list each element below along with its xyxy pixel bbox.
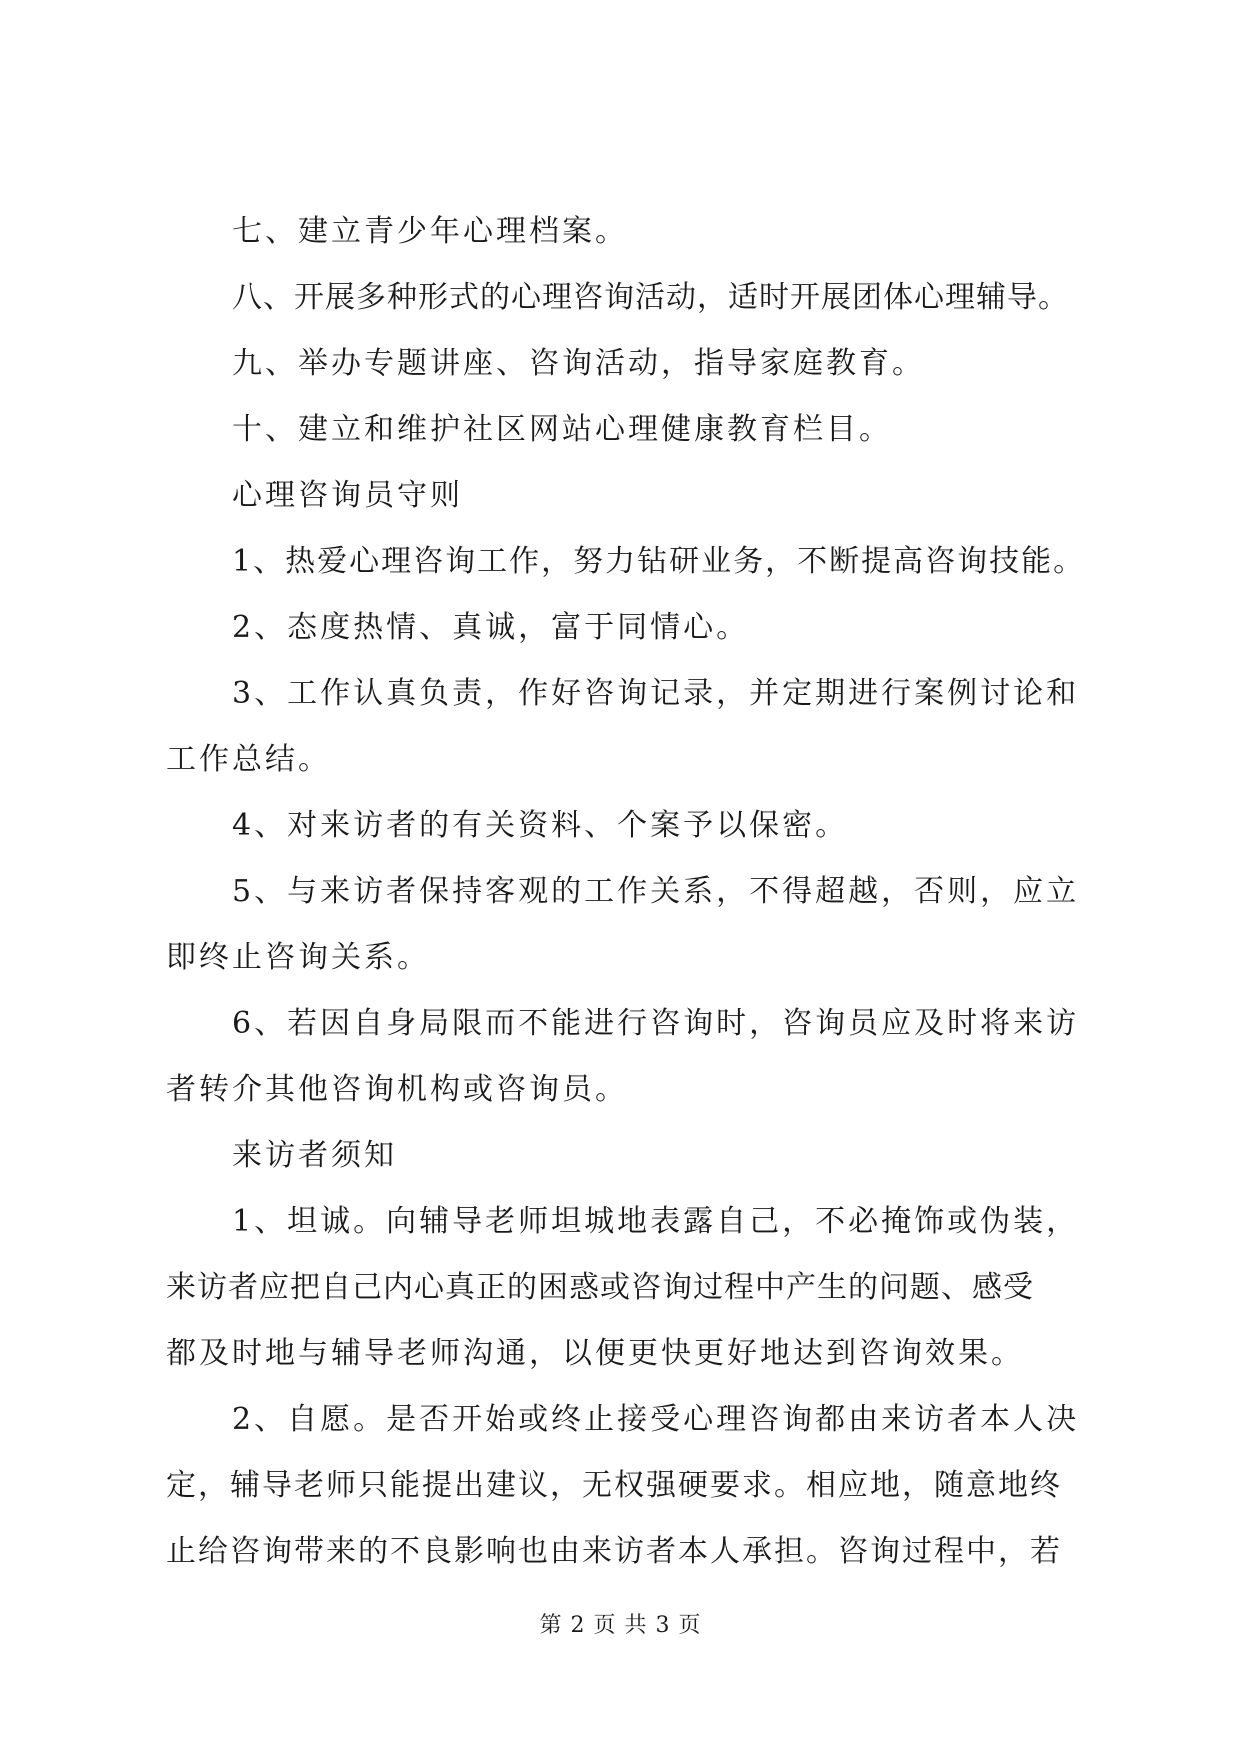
section-heading-counselor-rules: 心理咨询员守则 [232,478,463,513]
rule-6-line-1: 6、若因自身局限而不能进行咨询时，咨询员应及时将来访 [232,1006,1080,1041]
item-seven: 七、建立青少年心理档案。 [232,214,628,249]
section-heading-visitor-notice: 来访者须知 [232,1138,397,1173]
notice-2-line-2: 定，辅导老师只能提出建议，无权强硬要求。相应地，随意地终 [166,1468,1062,1503]
rule-6-line-2: 者转介其他咨询机构或咨询员。 [166,1072,628,1107]
item-eight: 八、开展多种形式的心理咨询活动，适时开展团体心理辅导。 [232,280,1069,315]
notice-2-line-3: 止给咨询带来的不良影响也由来访者本人承担。咨询过程中，若 [166,1534,1062,1569]
rule-4: 4、对来访者的有关资料、个案予以保密。 [232,808,849,843]
notice-2-line-1: 2、自愿。是否开始或终止接受心理咨询都由来访者本人决 [232,1402,1080,1437]
notice-1-line-1: 1、坦诚。向辅导老师坦城地表露自己，不必掩饰或伪装， [232,1204,1080,1239]
rule-2: 2、态度热情、真诚，富于同情心。 [232,610,750,645]
item-ten: 十、建立和维护社区网站心理健康教育栏目。 [232,412,892,447]
rule-3-line-2: 工作总结。 [166,742,331,777]
item-nine: 九、举办专题讲座、咨询活动，指导家庭教育。 [232,346,925,381]
notice-1-line-3: 都及时地与辅导老师沟通，以便更快更好地达到咨询效果。 [166,1336,1024,1371]
rule-1: 1、热爱心理咨询工作，努力钻研业务，不断提高咨询技能。 [232,544,1086,579]
rule-3-line-1: 3、工作认真负责，作好咨询记录，并定期进行案例讨论和 [232,676,1080,711]
rule-5-line-2: 即终止咨询关系。 [166,940,430,975]
page-footer: 第 2 页 共 3 页 [539,1613,702,1638]
rule-5-line-1: 5、与来访者保持客观的工作关系，不得超越，否则，应立 [232,874,1080,909]
notice-1-line-2: 来访者应把自己内心真正的困惑或咨询过程中产生的问题、感受 [166,1270,1034,1305]
